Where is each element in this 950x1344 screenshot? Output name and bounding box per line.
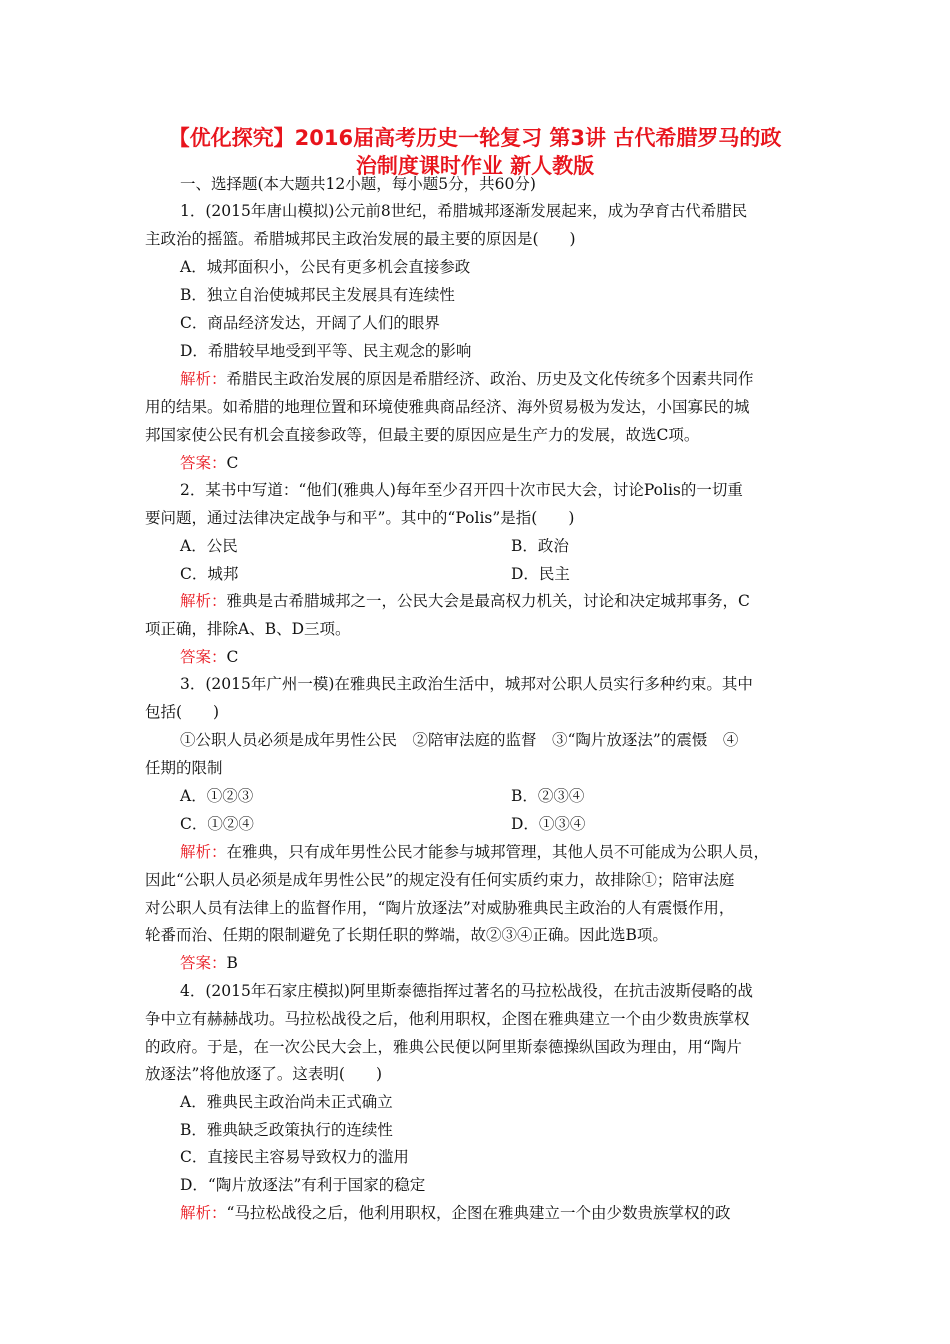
q4-analysis-line-1 [180,1203,730,1223]
q2-answer [180,647,238,667]
answer-label: 答案： [180,954,227,972]
q2-answer-value: C [226,648,239,666]
q4-option-c: C．直接民主容易导致权力的滥用 [180,1148,409,1166]
q2-option-a: A．公民 [180,537,238,555]
q3-analysis-line-4: 轮番而治、任期的限制避免了长期任职的弊端，故②③④正确。因此选B项。 [145,926,668,944]
q1-analysis-line-2: 用的结果。如希腊的地理位置和环境使雅典商品经济、海外贸易极为发达，小国寡民的城 [145,398,750,416]
q3-items-line-1: ①公职人员必须是成年男性公民 ②陪审法庭的监督 ③“陶片放逐法”的震慑 ④ [180,731,739,749]
q4-stem-line-2: 争中立有赫赫战功。马拉松战役之后，他利用职权，企图在雅典建立一个由少数贵族掌权 [145,1010,750,1028]
q1-answer [180,453,238,473]
q1-stem-line-1: 1．(2015年唐山模拟)公元前8世纪，希腊城邦逐渐发展起来，成为孕育古代希腊民 [180,202,748,220]
q4-option-a: A．雅典民主政治尚未正式确立 [180,1093,393,1111]
q2-stem-line-2: 要问题，通过法律决定战争与和平”。其中的“Polis”是指( ) [145,509,575,527]
q1-option-c: C．商品经济发达，开阔了人们的眼界 [180,314,440,332]
q3-stem-line-2: 包括( ) [145,703,220,721]
q1-option-d: D．希腊较早地受到平等、民主观念的影响 [180,342,472,360]
q4-option-b: B．雅典缺乏政策执行的连续性 [180,1121,393,1139]
q1-analysis-line-3: 邦国家使公民有机会直接参政等，但最主要的原因应是生产力的发展，故选C项。 [145,426,700,444]
q3-option-b: B．②③④ [511,787,585,805]
q3-items-line-2: 任期的限制 [145,759,223,777]
analysis-label: 解析： [180,843,227,861]
q2-option-d: D．民主 [511,565,570,583]
q2-option-b: B．政治 [511,537,569,555]
q2-analysis-line-1 [180,591,750,611]
title-line-2: 治制度课时作业 新人教版 [355,154,595,178]
q4-stem-line-3: 的政府。于是，在一次公民大会上，雅典公民便以阿里斯泰德操纵国政为理由，用“陶片 [145,1038,742,1056]
q1-answer-value: C [226,454,239,472]
q3-option-d: D．①③④ [511,815,586,833]
q4-stem-line-1: 4．(2015年石家庄模拟)阿里斯泰德指挥过著名的马拉松战役，在抗击波斯侵略的战 [180,982,753,1000]
q4-stem-line-4: 放逐法”将他放逐了。这表明( ) [145,1065,383,1083]
q3-option-c: C．①②④ [180,815,254,833]
section-header: 一、选择题(本大题共12小题，每小题5分，共60分) [180,175,536,193]
q2-option-c: C．城邦 [180,565,239,583]
q2-stem-line-1: 2．某书中写道：“他们(雅典人)每年至少召开四十次市民大会，讨论Polis的一切重 [180,481,743,499]
q1-analysis-text: 希腊民主政治发展的原因是希腊经济、政治、历史及文化传统多个因素共同作 [226,370,754,388]
analysis-label: 解析： [180,592,227,610]
q3-option-a: A．①②③ [180,787,254,805]
q1-option-b: B．独立自治使城邦民主发展具有连续性 [180,286,455,304]
q1-stem-line-2: 主政治的摇篮。希腊城邦民主政治发展的最主要的原因是( ) [145,230,576,248]
q1-analysis-line-1 [180,369,754,389]
q2-analysis-text: 雅典是古希腊城邦之一，公民大会是最高权力机关，讨论和决定城邦事务，C [226,592,750,610]
q4-analysis-text: “马拉松战役之后，他利用职权，企图在雅典建立一个由少数贵族掌权的政 [226,1204,731,1222]
title-line-1: 【优化探究】2016届高考历史一轮复习 第3讲 古代希腊罗马的政 [168,126,782,150]
q3-analysis-line-3: 对公职人员有法律上的监督作用，“陶片放逐法”对威胁雅典民主政治的人有震慑作用， [145,899,735,917]
analysis-label: 解析： [180,1204,227,1222]
q3-stem-line-1: 3．(2015年广州一模)在雅典民主政治生活中，城邦对公职人员实行多种约束。其中 [180,675,753,693]
q3-analysis-line-2: 因此“公职人员必须是成年男性公民”的规定没有任何实质约束力，故排除①；陪审法庭 [145,871,735,889]
q4-option-d: D．“陶片放逐法”有利于国家的稳定 [180,1176,426,1194]
q3-analysis-text: 在雅典，只有成年男性公民才能参与城邦管理，其他人员不可能成为公职人员， [226,843,770,861]
q3-analysis-line-1 [180,842,769,862]
answer-label: 答案： [180,648,227,666]
document-title [115,124,835,180]
q1-option-a: A．城邦面积小，公民有更多机会直接参政 [180,258,471,276]
q3-answer-value: B [226,954,238,972]
analysis-label: 解析： [180,370,227,388]
q3-answer [180,953,238,973]
answer-label: 答案： [180,454,227,472]
q2-analysis-line-2: 项正确，排除A、B、D三项。 [145,620,351,638]
